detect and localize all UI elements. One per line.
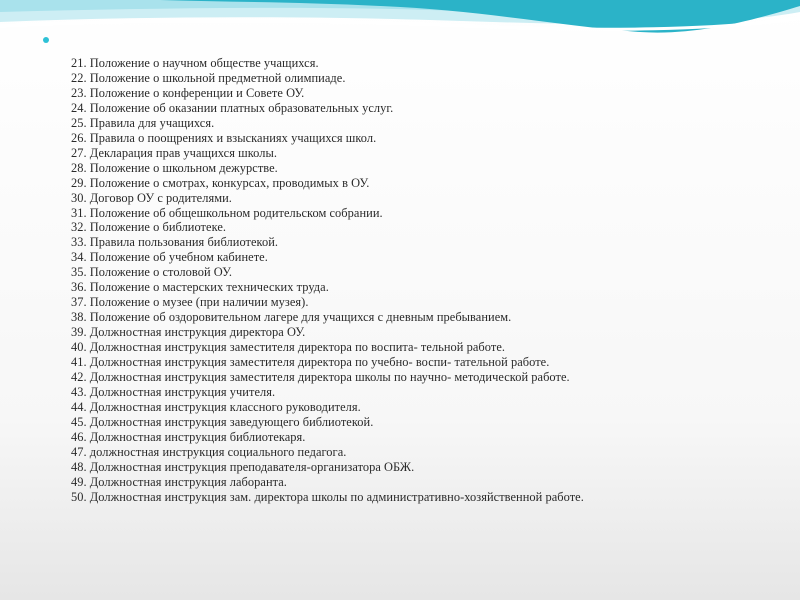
list-item: 36. Положение о мастерских технических труда. — [71, 280, 329, 295]
list-item: 48. Должностная инструкция преподавателя-организатора ОБЖ. — [71, 459, 415, 474]
list-item: 34. Положение об учебном кабинете. — [71, 250, 268, 265]
list-item: 41. Должностная инструкция заместителя директора по учебно- воспи- тательной работе. — [71, 355, 550, 370]
list-item: 24. Положение об оказании платных образовательных услуг. — [71, 100, 394, 115]
list-item: 27. Декларация прав учащихся школы. — [71, 145, 277, 160]
list-item: 22. Положение о школьной предметной олимпиаде. — [71, 70, 346, 85]
list-item: 30. Договор ОУ с родителями. — [71, 190, 232, 205]
list-item: 35. Положение о столовой ОУ. — [71, 265, 233, 280]
list-item: 25. Правила для учащихся. — [71, 115, 215, 130]
list-item: 28. Положение о школьном дежурстве. — [71, 160, 278, 175]
list-item: 31. Положение об общешкольном родительском собрании. — [71, 205, 383, 220]
list-item: 43. Должностная инструкция учителя. — [71, 384, 276, 399]
list-item: 37. Положение о музее (при наличии музея). — [71, 295, 309, 310]
list-item: 50. Должностная инструкция зам. директора школы по административно-хозяйственной работе. — [71, 489, 584, 504]
list-item: 26. Правила о поощрениях и взысканиях учащихся школ. — [71, 130, 377, 145]
list-item: 29. Положение о смотрах, конкурсах, проводимых в ОУ. — [71, 175, 370, 190]
list-item: 49. Должностная инструкция лаборанта. — [71, 474, 287, 489]
list-item: 47. должностная инструкция социального педагога. — [71, 444, 347, 459]
list-item: 40. Должностная инструкция заместителя директора по воспита- тельной работе. — [71, 340, 506, 355]
bullet-dot-icon — [43, 37, 49, 43]
list-item: 46. Должностная инструкция библиотекаря. — [71, 429, 306, 444]
list-item: 38. Положение об оздоровительном лагере для учащихся с дневным пребыванием. — [71, 310, 512, 325]
list-item: 21. Положение о научном обществе учащихся. — [71, 56, 319, 70]
list-item: 32. Положение о библиотеке. — [71, 220, 227, 235]
list-item: 23. Положение о конференции и Совете ОУ. — [71, 85, 305, 100]
document-list — [71, 56, 771, 505]
list-item: 45. Должностная инструкция заведующего библиотекой. — [71, 414, 374, 429]
list-item: 42. Должностная инструкция заместителя директора школы по научно- методической работе. — [71, 370, 570, 385]
list-item: 33. Правила пользования библиотекой. — [71, 235, 279, 250]
list-item: 39. Должностная инструкция директора ОУ. — [71, 325, 306, 340]
list-item: 44. Должностная инструкция классного руководителя. — [71, 399, 361, 414]
